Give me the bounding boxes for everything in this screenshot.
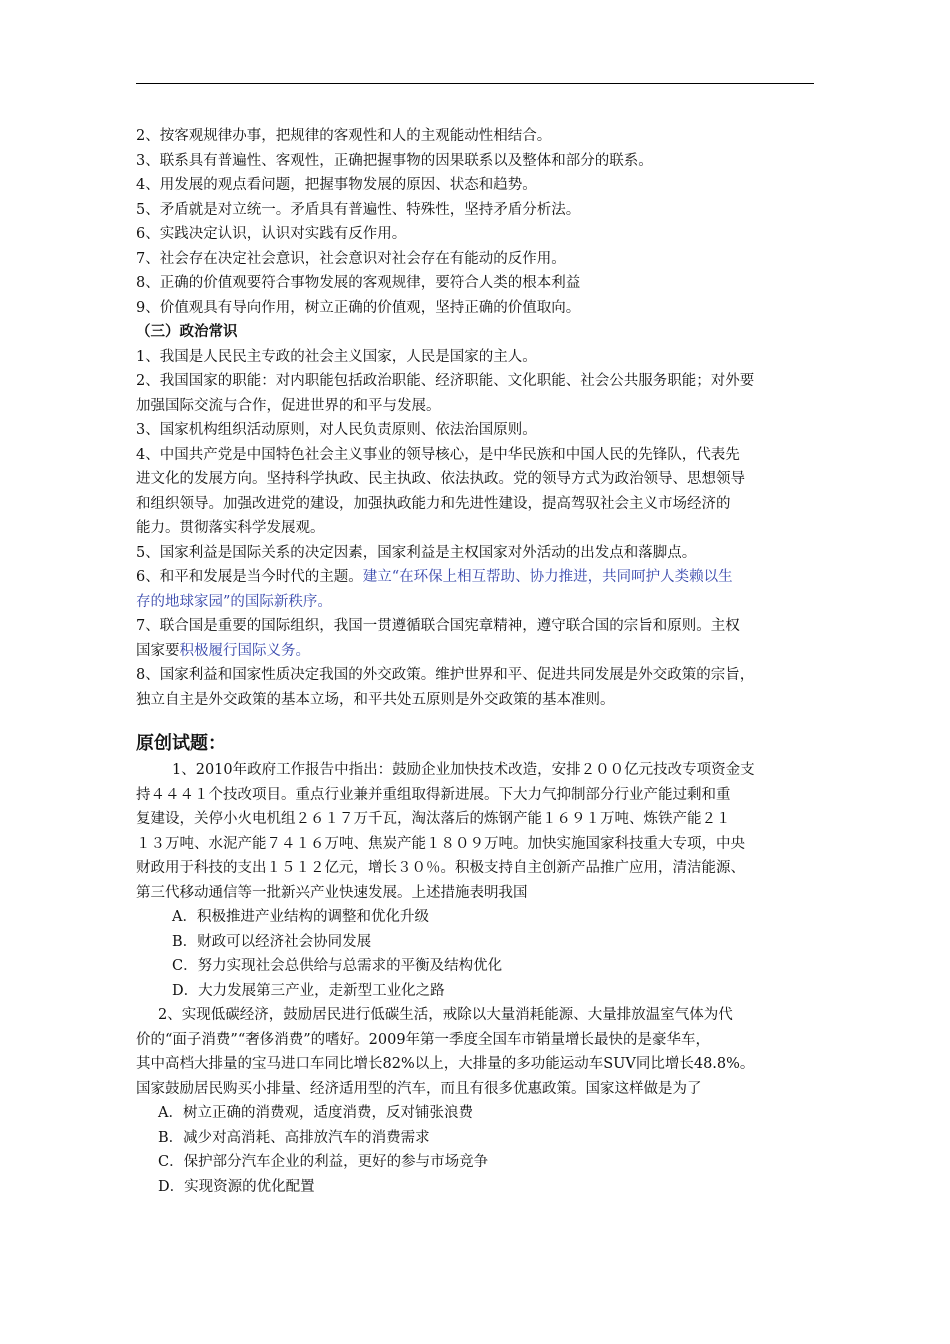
question-2-option-c: C．保护部分汽车企业的利益，更好的参与市场竞争	[158, 1154, 489, 1170]
politics-point-8-line-1: 8、国家利益和国家性质决定我国的外交政策。维护世界和平、促进共同发展是外交政策的宗旨，	[136, 667, 755, 683]
politics-point-4-line-3: 和组织领导。加强改进党的建设，加强执政能力和先进性建设，提高驾驭社会主义市场经济的	[136, 495, 731, 512]
original-questions-section	[136, 732, 820, 1199]
politics-point-7-highlight: 积极履行国际义务。	[179, 642, 310, 659]
principle-9: 9、价值观具有导向作用，树立正确的价值观，坚持正确的价值取向。	[136, 299, 581, 316]
politics-point-7-line-2	[136, 639, 820, 664]
section-heading: （三）政治常识	[136, 323, 238, 340]
politics-point-4-line-1: 4、中国共产党是中国特色社会主义事业的领导核心，是中华民族和中国人民的先锋队，代表先	[136, 446, 740, 463]
principle-6: 6、实践决定认识，认识对实践有反作用。	[136, 226, 407, 242]
question-1-line-4: １３万吨、水泥产能７４１６万吨、焦炭产能１８０９万吨。加快实施国家科技重大专项，中央	[136, 835, 745, 852]
question-1-line-5: 财政用于科技的支出１５１２亿元，增长３０％。积极支持自主创新产品推广应用，清洁能源、	[136, 860, 745, 876]
politics-point-1: 1、我国是人民民主专政的社会主义国家，人民是国家的主人。	[136, 348, 537, 365]
politics-point-6-line-1	[136, 565, 820, 590]
question-1	[136, 758, 820, 1003]
principle-3: 3、联系具有普遍性、客观性，正确把握事物的因果联系以及整体和部分的联系。	[136, 152, 653, 169]
principle-4: 4、用发展的观点看问题，把握事物发展的原因、状态和趋势。	[136, 177, 537, 193]
original-questions-title: 原创试题：	[136, 733, 226, 754]
question-2-option-a: A．树立正确的消费观，适度消费，反对铺张浪费	[158, 1105, 473, 1121]
principle-5: 5、矛盾就是对立统一。矛盾具有普遍性、特殊性，坚持矛盾分析法。	[136, 201, 581, 218]
question-1-option-c: C．努力实现社会总供给与总需求的平衡及结构优化	[172, 958, 503, 974]
question-2-option-b: B．减少对高消耗、高排放汽车的消费需求	[158, 1129, 430, 1146]
question-2-line-1: 2、实现低碳经济，鼓励居民进行低碳生活，戒除以大量消耗能源、大量排放温室气体为代	[158, 1007, 733, 1023]
politics-point-3: 3、国家机构组织活动原则，对人民负责原则、依法治国原则。	[136, 422, 537, 438]
principle-7: 7、社会存在决定社会意识，社会意识对社会存在有能动的反作用。	[136, 250, 566, 267]
politics-point-6-text: 6、和平和发展是当今时代的主题。	[136, 569, 363, 585]
politics-point-5: 5、国家利益是国际关系的决定因素，国家利益是主权国家对外活动的出发点和落脚点。	[136, 544, 697, 561]
politics-point-4-line-2: 进文化的发展方向。坚持科学执政、民主执政、依法执政。党的领导方式为政治领导、思想领导	[136, 471, 745, 487]
question-1-option-d: D．大力发展第三产业，走新型工业化之路	[172, 982, 445, 999]
politics-point-7-line-1: 7、联合国是重要的国际组织，我国一贯遵循联合国宪章精神，遵守联合国的宗旨和原则。主权	[136, 618, 740, 634]
question-1-option-b: B．财政可以经济社会协同发展	[172, 933, 372, 950]
question-1-line-2: 持４４４１个技改项目。重点行业兼并重组取得新进展。下大力气抑制部分行业产能过剩和重	[136, 786, 731, 803]
header-rule	[136, 83, 814, 84]
principle-8: 8、正确的价值观要符合事物发展的客观规律，要符合人类的根本利益	[136, 275, 581, 291]
question-1-line-6: 第三代移动通信等一批新兴产业快速发展。上述措施表明我国	[136, 884, 528, 901]
politics-point-7-text: 国家要	[136, 642, 180, 659]
politics-section	[136, 320, 820, 712]
question-2	[136, 1003, 820, 1199]
question-1-line-1: 1、2010年政府工作报告中指出：鼓励企业加快技术改造，安排２００亿元技改专项资金支	[172, 762, 755, 778]
question-2-option-d: D．实现资源的优化配置	[158, 1178, 315, 1195]
section-gap	[136, 712, 820, 730]
politics-point-6-line-2: 存的地球家园”的国际新秩序。	[136, 593, 332, 610]
question-2-line-2: 价的“面子消费”“奢侈消费”的嗜好。2009年第一季度全国车市销量增长最快的是豪华车，	[136, 1031, 711, 1048]
philosophy-principles-list	[136, 124, 820, 320]
politics-point-2-line-2: 加强国际交流与合作，促进世界的和平与发展。	[136, 397, 441, 414]
question-1-line-3: 复建设，关停小火电机组２６１７万千瓦，淘汰落后的炼钢产能１６９１万吨、炼铁产能２１	[136, 811, 731, 827]
politics-point-4-line-4: 能力。贯彻落实科学发展观。	[136, 520, 325, 536]
principle-2: 2、按客观规律办事，把规律的客观性和人的主观能动性相结合。	[136, 128, 552, 144]
document-body	[136, 124, 820, 1199]
politics-point-6-highlight: 建立“在环保上相互帮助、协力推进，共同呵护人类赖以生	[362, 569, 733, 585]
politics-point-2-line-1: 2、我国国家的职能：对内职能包括政治职能、经济职能、文化职能、社会公共服务职能；对外要	[136, 373, 755, 389]
question-2-line-4: 国家鼓励居民购买小排量、经济适用型的汽车，而且有很多优惠政策。国家这样做是为了	[136, 1080, 702, 1097]
question-2-line-3: 其中高档大排量的宝马进口车同比增长82%以上，大排量的多功能运动车SUV同比增长48.8%。	[136, 1056, 755, 1072]
politics-point-8-line-2: 独立自主是外交政策的基本立场，和平共处五原则是外交政策的基本准则。	[136, 691, 615, 708]
question-1-option-a: A．积极推进产业结构的调整和优化升级	[172, 909, 429, 925]
